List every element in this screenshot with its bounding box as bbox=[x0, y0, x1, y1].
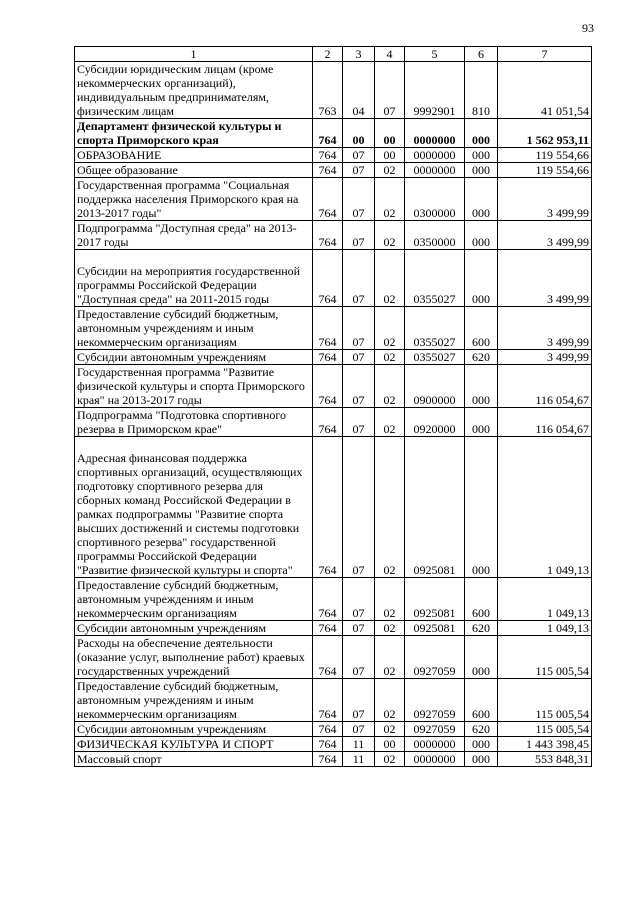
cell-cs: 0350000 bbox=[405, 221, 465, 250]
table-row bbox=[75, 250, 592, 307]
table-row bbox=[75, 408, 592, 437]
header-cell-gr: 2 bbox=[313, 47, 343, 62]
cell-cs: 0000000 bbox=[405, 163, 465, 178]
cell-rz: 07 bbox=[343, 621, 375, 636]
cell-pr: 02 bbox=[375, 621, 405, 636]
cell-vr: 000 bbox=[465, 148, 498, 163]
table-row bbox=[75, 62, 592, 119]
cell-sum: 1 049,13 bbox=[498, 621, 592, 636]
cell-rz: 07 bbox=[343, 221, 375, 250]
cell-cs: 0000000 bbox=[405, 119, 465, 148]
cell-vr: 000 bbox=[465, 178, 498, 221]
budget-table bbox=[74, 46, 592, 767]
cell-name: Субсидии автономным учреждениям bbox=[75, 621, 313, 636]
table-header-row bbox=[75, 47, 592, 62]
cell-pr: 02 bbox=[375, 437, 405, 578]
cell-rz: 07 bbox=[343, 636, 375, 679]
cell-rz: 07 bbox=[343, 250, 375, 307]
cell-pr: 07 bbox=[375, 62, 405, 119]
cell-sum: 1 049,13 bbox=[498, 578, 592, 621]
cell-cs: 0925081 bbox=[405, 621, 465, 636]
table-row bbox=[75, 221, 592, 250]
cell-name: Департамент физической культуры и спорта Приморского края bbox=[75, 119, 313, 148]
cell-pr: 02 bbox=[375, 408, 405, 437]
cell-cs: 0300000 bbox=[405, 178, 465, 221]
cell-sum: 3 499,99 bbox=[498, 307, 592, 350]
cell-vr: 000 bbox=[465, 250, 498, 307]
cell-name: Подпрограмма "Доступная среда" на 2013-2017 годы bbox=[75, 221, 313, 250]
cell-gr: 764 bbox=[313, 722, 343, 737]
cell-gr: 764 bbox=[313, 119, 343, 148]
cell-gr: 764 bbox=[313, 148, 343, 163]
cell-vr: 620 bbox=[465, 621, 498, 636]
cell-sum: 116 054,67 bbox=[498, 408, 592, 437]
cell-name: Расходы на обеспечение деятельности (оказание услуг, выполнение работ) краевых государственных учреждений bbox=[75, 636, 313, 679]
table-row bbox=[75, 365, 592, 408]
cell-pr: 02 bbox=[375, 221, 405, 250]
cell-vr: 600 bbox=[465, 578, 498, 621]
cell-gr: 764 bbox=[313, 178, 343, 221]
cell-gr: 764 bbox=[313, 307, 343, 350]
cell-cs: 0000000 bbox=[405, 737, 465, 752]
cell-gr: 764 bbox=[313, 737, 343, 752]
cell-sum: 553 848,31 bbox=[498, 752, 592, 767]
cell-cs: 0925081 bbox=[405, 437, 465, 578]
cell-cs: 0927059 bbox=[405, 636, 465, 679]
cell-name: Предоставление субсидий бюджетным, автономным учреждениям и иным некоммерческим организациям bbox=[75, 679, 313, 722]
cell-name: Государственная программа "Развитие физической культуры и спорта Приморского края" на 2013-2017 годы bbox=[75, 365, 313, 408]
cell-vr: 620 bbox=[465, 722, 498, 737]
cell-pr: 02 bbox=[375, 250, 405, 307]
cell-sum: 41 051,54 bbox=[498, 62, 592, 119]
header-cell-cs: 5 bbox=[405, 47, 465, 62]
cell-rz: 00 bbox=[343, 119, 375, 148]
table-row bbox=[75, 722, 592, 737]
cell-gr: 764 bbox=[313, 408, 343, 437]
cell-vr: 000 bbox=[465, 737, 498, 752]
table-row bbox=[75, 752, 592, 767]
cell-gr: 764 bbox=[313, 752, 343, 767]
cell-vr: 000 bbox=[465, 365, 498, 408]
cell-rz: 07 bbox=[343, 350, 375, 365]
cell-name: Подпрограмма "Подготовка спортивного резерва в Приморском крае" bbox=[75, 408, 313, 437]
cell-gr: 764 bbox=[313, 163, 343, 178]
cell-rz: 04 bbox=[343, 62, 375, 119]
cell-gr: 764 bbox=[313, 621, 343, 636]
cell-sum: 1 443 398,45 bbox=[498, 737, 592, 752]
cell-vr: 620 bbox=[465, 350, 498, 365]
cell-gr: 763 bbox=[313, 62, 343, 119]
cell-cs: 0925081 bbox=[405, 578, 465, 621]
cell-name: Субсидии на мероприятия государственной программы Российской Федерации "Доступная среда" на 2011-2015 годы bbox=[75, 250, 313, 307]
cell-sum: 1 049,13 bbox=[498, 437, 592, 578]
cell-rz: 07 bbox=[343, 365, 375, 408]
cell-sum: 119 554,66 bbox=[498, 148, 592, 163]
table-row bbox=[75, 636, 592, 679]
cell-rz: 07 bbox=[343, 163, 375, 178]
cell-rz: 07 bbox=[343, 178, 375, 221]
header-cell-rz: 3 bbox=[343, 47, 375, 62]
cell-sum: 3 499,99 bbox=[498, 178, 592, 221]
table-row bbox=[75, 578, 592, 621]
cell-gr: 764 bbox=[313, 679, 343, 722]
cell-gr: 764 bbox=[313, 636, 343, 679]
cell-name: ФИЗИЧЕСКАЯ КУЛЬТУРА И СПОРТ bbox=[75, 737, 313, 752]
cell-vr: 810 bbox=[465, 62, 498, 119]
table-row bbox=[75, 178, 592, 221]
header-cell-name: 1 bbox=[75, 47, 313, 62]
cell-pr: 00 bbox=[375, 119, 405, 148]
cell-cs: 9992901 bbox=[405, 62, 465, 119]
table-row bbox=[75, 437, 592, 578]
cell-gr: 764 bbox=[313, 350, 343, 365]
cell-cs: 0000000 bbox=[405, 148, 465, 163]
cell-vr: 000 bbox=[465, 752, 498, 767]
cell-vr: 600 bbox=[465, 679, 498, 722]
table-body bbox=[75, 62, 592, 767]
cell-rz: 07 bbox=[343, 437, 375, 578]
cell-rz: 11 bbox=[343, 752, 375, 767]
cell-gr: 764 bbox=[313, 578, 343, 621]
cell-gr: 764 bbox=[313, 437, 343, 578]
cell-pr: 02 bbox=[375, 752, 405, 767]
cell-sum: 3 499,99 bbox=[498, 221, 592, 250]
cell-name: Предоставление субсидий бюджетным, автономным учреждениям и иным некоммерческим организациям bbox=[75, 578, 313, 621]
cell-pr: 00 bbox=[375, 148, 405, 163]
cell-cs: 0000000 bbox=[405, 752, 465, 767]
cell-sum: 116 054,67 bbox=[498, 365, 592, 408]
table-row bbox=[75, 679, 592, 722]
cell-rz: 07 bbox=[343, 578, 375, 621]
cell-sum: 115 005,54 bbox=[498, 722, 592, 737]
cell-name: Общее образование bbox=[75, 163, 313, 178]
cell-sum: 115 005,54 bbox=[498, 636, 592, 679]
cell-rz: 07 bbox=[343, 408, 375, 437]
cell-pr: 00 bbox=[375, 737, 405, 752]
cell-vr: 000 bbox=[465, 163, 498, 178]
cell-gr: 764 bbox=[313, 365, 343, 408]
cell-name: Государственная программа "Социальная поддержка населения Приморского края на 2013-2017 годы" bbox=[75, 178, 313, 221]
cell-cs: 0927059 bbox=[405, 722, 465, 737]
cell-vr: 000 bbox=[465, 408, 498, 437]
cell-name: Предоставление субсидий бюджетным, автономным учреждениям и иным некоммерческим организациям bbox=[75, 307, 313, 350]
cell-pr: 02 bbox=[375, 722, 405, 737]
cell-sum: 119 554,66 bbox=[498, 163, 592, 178]
cell-cs: 0920000 bbox=[405, 408, 465, 437]
cell-rz: 07 bbox=[343, 722, 375, 737]
cell-pr: 02 bbox=[375, 350, 405, 365]
cell-pr: 02 bbox=[375, 365, 405, 408]
cell-pr: 02 bbox=[375, 636, 405, 679]
cell-pr: 02 bbox=[375, 307, 405, 350]
cell-sum: 3 499,99 bbox=[498, 350, 592, 365]
page-number: 93 bbox=[582, 21, 594, 35]
header-cell-pr: 4 bbox=[375, 47, 405, 62]
cell-gr: 764 bbox=[313, 250, 343, 307]
cell-gr: 764 bbox=[313, 221, 343, 250]
table-row bbox=[75, 350, 592, 365]
cell-cs: 0927059 bbox=[405, 679, 465, 722]
cell-rz: 07 bbox=[343, 307, 375, 350]
cell-vr: 000 bbox=[465, 119, 498, 148]
cell-sum: 3 499,99 bbox=[498, 250, 592, 307]
cell-rz: 07 bbox=[343, 679, 375, 722]
cell-pr: 02 bbox=[375, 178, 405, 221]
cell-cs: 0355027 bbox=[405, 250, 465, 307]
cell-pr: 02 bbox=[375, 679, 405, 722]
cell-pr: 02 bbox=[375, 163, 405, 178]
header-cell-sum: 7 bbox=[498, 47, 592, 62]
cell-sum: 115 005,54 bbox=[498, 679, 592, 722]
cell-name: Субсидии автономным учреждениям bbox=[75, 350, 313, 365]
cell-cs: 0355027 bbox=[405, 350, 465, 365]
cell-vr: 000 bbox=[465, 636, 498, 679]
cell-name: Массовый спорт bbox=[75, 752, 313, 767]
table-row bbox=[75, 621, 592, 636]
table-row bbox=[75, 307, 592, 350]
cell-rz: 11 bbox=[343, 737, 375, 752]
cell-name: Субсидии юридическим лицам (кроме некоммерческих организаций), индивидуальным предпринимателям, физическим лицам bbox=[75, 62, 313, 119]
cell-cs: 0900000 bbox=[405, 365, 465, 408]
cell-vr: 600 bbox=[465, 307, 498, 350]
table-row bbox=[75, 163, 592, 178]
table-row bbox=[75, 119, 592, 148]
cell-name: ОБРАЗОВАНИЕ bbox=[75, 148, 313, 163]
cell-name: Субсидии автономным учреждениям bbox=[75, 722, 313, 737]
cell-vr: 000 bbox=[465, 221, 498, 250]
table-row bbox=[75, 148, 592, 163]
cell-rz: 07 bbox=[343, 148, 375, 163]
cell-pr: 02 bbox=[375, 578, 405, 621]
cell-cs: 0355027 bbox=[405, 307, 465, 350]
header-cell-vr: 6 bbox=[465, 47, 498, 62]
cell-vr: 000 bbox=[465, 437, 498, 578]
cell-name: Адресная финансовая поддержка спортивных организаций, осуществляющих подготовку спортивного резерва для сборных команд Российской Федерации в рамках подпрограммы "Развитие спорта высших достижений и системы подготовки спортивного резерва" государственной программы Российской Федерации "Развитие физической культуры и спорта" bbox=[75, 437, 313, 578]
table-row bbox=[75, 737, 592, 752]
cell-sum: 1 562 953,11 bbox=[498, 119, 592, 148]
